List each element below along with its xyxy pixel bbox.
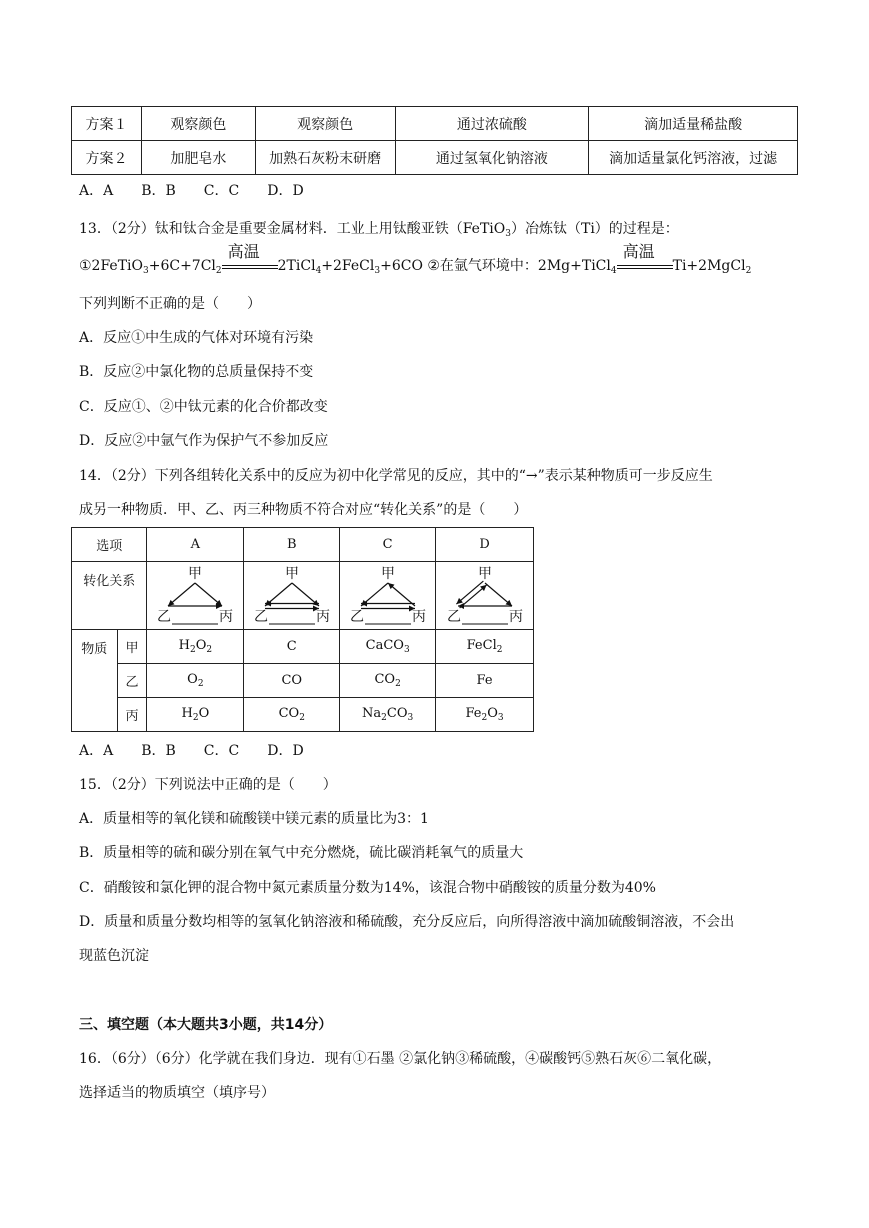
node-bing: 丙 bbox=[411, 608, 426, 625]
row-label: 丙 bbox=[117, 698, 147, 732]
formula-cell: CaCO$_3$ bbox=[340, 630, 436, 664]
q13-question: 下列判断不正确的是（ ） bbox=[79, 296, 261, 312]
q15-option-d-cont: 现蓝色沉淀 bbox=[79, 948, 149, 964]
table-cell: 滴加适量稀盐酸 bbox=[589, 107, 798, 141]
section-heading: 三、填空题（本大题共3小题，共14分） bbox=[79, 1017, 333, 1033]
node-jia: 甲 bbox=[188, 565, 203, 582]
table-cell: 滴加适量氯化钙溶液，过滤 bbox=[589, 141, 798, 175]
relation-arrow bbox=[265, 600, 319, 606]
q13-option-d: D．反应②中氩气作为保护气不参加反应 bbox=[79, 433, 329, 449]
node-yi: 乙 bbox=[157, 608, 172, 625]
formula-cell: $H_2O$ bbox=[147, 698, 244, 732]
relation-arrow bbox=[458, 603, 512, 609]
formula-cell: CO bbox=[244, 664, 340, 698]
formula-cell: $Na_2CO_3$ bbox=[340, 698, 436, 732]
q16-line1: 16．（6分）（6分）化学就在我们身边．现有①石墨 ②氯化钠③稀硫酸，④碳酸钙⑤熟石灰⑥二氧化碳， bbox=[79, 1051, 722, 1067]
q13-option-a: A．反应①中生成的气体对环境有污染 bbox=[79, 330, 314, 346]
q15-option-d: D．质量和质量分数均相等的氢氧化钠溶液和稀硫酸，充分反应后，向所得溶液中滴加硫酸铜溶液，不会出 bbox=[79, 914, 735, 930]
node-bing: 丙 bbox=[508, 608, 523, 625]
q15-option-c: C．硝酸铵和氯化钾的混合物中氮元素质量分数为14%，该混合物中硝酸铵的质量分数为40% bbox=[79, 880, 656, 896]
row-label: 乙 bbox=[117, 664, 147, 698]
node-yi: 乙 bbox=[253, 608, 268, 625]
table-row bbox=[72, 141, 798, 175]
reaction-arrow-1: 高温 bbox=[222, 256, 278, 276]
relation-diagram-d bbox=[436, 562, 534, 630]
row-label: 甲 bbox=[117, 630, 147, 664]
node-jia: 甲 bbox=[380, 565, 395, 582]
formula-cell: C bbox=[244, 630, 340, 664]
q12-options: A．A B．B C．C D．D bbox=[79, 183, 304, 199]
q16-line2: 选择适当的物质填空（填序号） bbox=[79, 1085, 275, 1101]
q15-option-a: A．质量相等的氧化镁和硫酸镁中镁元素的质量比为3：1 bbox=[79, 811, 429, 827]
relation-label: 转化关系 bbox=[72, 562, 147, 630]
q13-stem: 13．（2分）钛和钛合金是重要金属材料．工业上用钛酸亚铁（FeTiO$_3$）冶炼钛（Ti）的过程是： bbox=[79, 221, 679, 239]
header-label: 选项 bbox=[72, 528, 147, 562]
formula-cell: Fe bbox=[436, 664, 534, 698]
conversion-table bbox=[71, 527, 534, 732]
node-yi: 乙 bbox=[349, 608, 364, 625]
q13-option-b: B．反应②中氯化物的总质量保持不变 bbox=[79, 364, 314, 380]
diagram-a bbox=[152, 563, 238, 625]
table-cell: 通过氢氧化钠溶液 bbox=[395, 141, 589, 175]
relation-arrow bbox=[168, 583, 195, 606]
table-row bbox=[72, 698, 534, 732]
relation-arrow bbox=[265, 605, 319, 611]
relation-arrow bbox=[361, 600, 415, 606]
table-cell: 加肥皂水 bbox=[141, 141, 255, 175]
q13-equations: $①2FeTiO_3+6C+7Cl_2$ 高温 2TiCl$_4$+2FeCl$_3$+6CO ②在氩气环境中：2Mg+TiCl$_4$ 高温 Ti+2MgCl$_2$ bbox=[79, 242, 752, 276]
scheme-table bbox=[71, 106, 798, 175]
row-label: 方案１ bbox=[72, 107, 142, 141]
column-header: D bbox=[436, 528, 534, 562]
table-cell: 观察颜色 bbox=[255, 107, 395, 141]
relation-arrow bbox=[456, 581, 483, 604]
table-row bbox=[72, 528, 534, 562]
relation-arrow bbox=[168, 603, 222, 609]
q15-option-b: B．质量相等的硫和碳分别在氧气中充分燃烧，硫比碳消耗氧气的质量大 bbox=[79, 845, 524, 861]
table-row bbox=[72, 664, 534, 698]
column-header: B bbox=[244, 528, 340, 562]
diagram-d bbox=[442, 563, 528, 625]
node-bing: 丙 bbox=[219, 608, 234, 625]
relation-diagram-b bbox=[244, 562, 340, 630]
table-row bbox=[72, 630, 534, 664]
relation-arrow bbox=[195, 583, 222, 606]
formula-cell: $H_2O_2$ bbox=[147, 630, 244, 664]
column-header: A bbox=[147, 528, 244, 562]
row-label: 方案２ bbox=[72, 141, 142, 175]
reaction-arrow-2: 高温 bbox=[617, 256, 673, 276]
formula-cell: $CO_2$ bbox=[340, 664, 436, 698]
relation-diagram-c bbox=[340, 562, 436, 630]
relation-arrow bbox=[292, 583, 319, 606]
substance-label: 物质 bbox=[72, 630, 118, 732]
q13-option-c: C．反应①、②中钛元素的化合价都改变 bbox=[79, 399, 328, 415]
table-cell: 观察颜色 bbox=[141, 107, 255, 141]
q15-stem: 15．（2分）下列说法中正确的是（ ） bbox=[79, 777, 337, 793]
table-cell: 通过浓硫酸 bbox=[395, 107, 589, 141]
formula-cell: $CO_2$ bbox=[244, 698, 340, 732]
column-header: C bbox=[340, 528, 436, 562]
q14-stem-line2: 成另一种物质．甲、乙、丙三种物质不符合对应“转化关系”的是（ ） bbox=[79, 502, 528, 518]
table-row bbox=[72, 107, 798, 141]
formula-cell: $Fe_2O_3$ bbox=[436, 698, 534, 732]
table-row bbox=[72, 562, 534, 630]
table-cell: 加熟石灰粉末研磨 bbox=[255, 141, 395, 175]
relation-arrow bbox=[361, 605, 415, 611]
q14-options: A．A B．B C．C D．D bbox=[79, 743, 304, 759]
node-yi: 乙 bbox=[446, 608, 461, 625]
formula-cell: FeCl$_2$ bbox=[436, 630, 534, 664]
node-bing: 丙 bbox=[315, 608, 330, 625]
relation-arrow bbox=[485, 583, 512, 606]
q14-stem-line1: 14．（2分）下列各组转化关系中的反应为初中化学常见的反应，其中的“→”表示某种物质可一步反应生 bbox=[79, 468, 713, 484]
diagram-b bbox=[249, 563, 335, 625]
formula-cell: $O_2$ bbox=[147, 664, 244, 698]
diagram-c bbox=[345, 563, 431, 625]
node-jia: 甲 bbox=[477, 565, 492, 582]
node-jia: 甲 bbox=[284, 565, 299, 582]
relation-arrow bbox=[388, 583, 415, 606]
relation-diagram-a bbox=[147, 562, 244, 630]
